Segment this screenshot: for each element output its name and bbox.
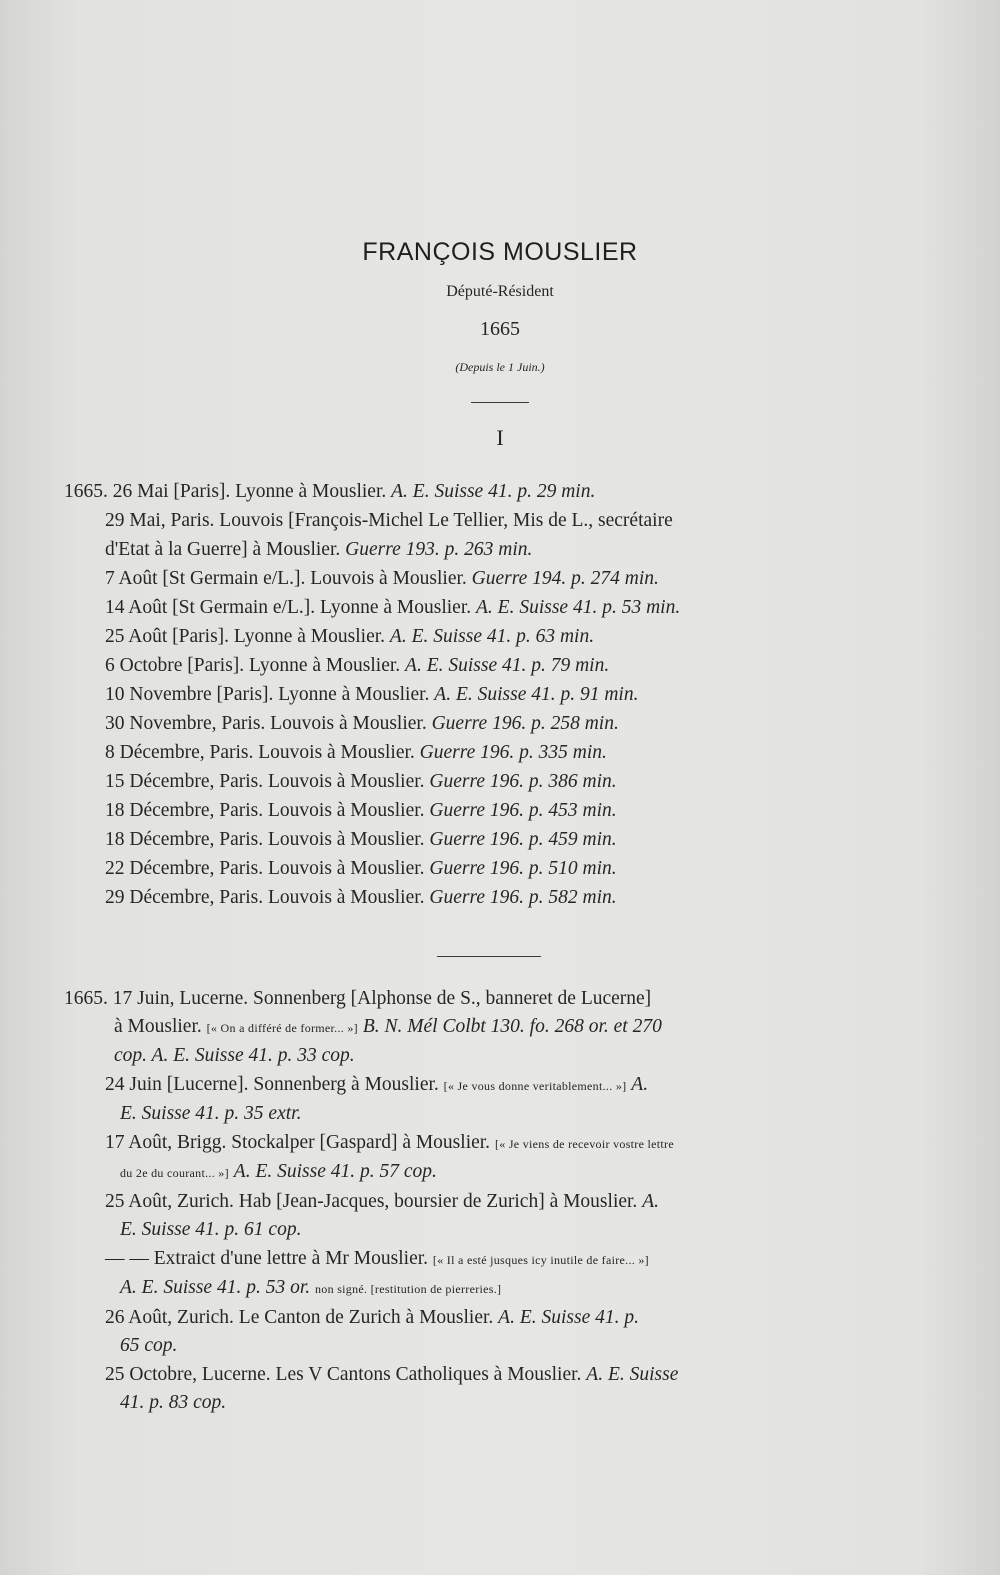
list-item: 7 Août [St Germain e/L.]. Louvois à Mouslier. Guerre 194. p. 274 min. <box>105 568 659 589</box>
since-note: (Depuis le 1 Juin.) <box>455 360 545 374</box>
list-item: 1665. 17 Juin, Lucerne. Sonnenberg [Alphonse de S., banneret de Lucerne] à Mouslier. [« On a différé de former... »] B. N. Mél Colbt 130. fo. 268 or. et 270 cop. A. E. Suisse 41. p. 33 cop. <box>64 988 662 1066</box>
heading-rule <box>471 402 529 403</box>
section-rule <box>437 956 541 957</box>
list-item: 25 Août [Paris]. Lyonne à Mouslier. A. E. Suisse 41. p. 63 min. <box>105 626 595 647</box>
year-heading: 1665 <box>480 318 520 340</box>
list-item: 18 Décembre, Paris. Louvois à Mouslier. Guerre 196. p. 453 min. <box>105 800 617 821</box>
list-item: 30 Novembre, Paris. Louvois à Mouslier. Guerre 196. p. 258 min. <box>105 713 619 734</box>
section-numeral: I <box>496 425 504 450</box>
letters-list-2 <box>64 985 902 1418</box>
list-item: 14 Août [St Germain e/L.]. Lyonne à Mouslier. A. E. Suisse 41. p. 53 min. <box>105 597 681 618</box>
list-item: 29 Mai, Paris. Louvois [François-Michel Le Tellier, Mis de L., secrétaire d'Etat à la Guerre] à Mouslier. Guerre 193. p. 263 min. <box>105 510 673 560</box>
list-item: 8 Décembre, Paris. Louvois à Mouslier. Guerre 196. p. 335 min. <box>105 742 607 763</box>
list-item: 22 Décembre, Paris. Louvois à Mouslier. Guerre 196. p. 510 min. <box>105 858 617 879</box>
list-item: 18 Décembre, Paris. Louvois à Mouslier. Guerre 196. p. 459 min. <box>105 829 617 850</box>
list-item: 6 Octobre [Paris]. Lyonne à Mouslier. A. E. Suisse 41. p. 79 min. <box>105 655 610 676</box>
letters-list-1 <box>64 477 902 912</box>
list-item: 26 Août, Zurich. Le Canton de Zurich à Mouslier. A. E. Suisse 41. p. 65 cop. <box>105 1307 639 1356</box>
list-item: 15 Décembre, Paris. Louvois à Mouslier. Guerre 196. p. 386 min. <box>105 771 617 792</box>
list-item: 25 Octobre, Lucerne. Les V Cantons Catholiques à Mouslier. A. E. Suisse 41. p. 83 cop. <box>105 1364 679 1413</box>
page-title: FRANÇOIS MOUSLIER <box>362 238 638 266</box>
list-item: 1665. 26 Mai [Paris]. Lyonne à Mouslier. A. E. Suisse 41. p. 29 min. <box>64 481 596 502</box>
list-item: — — Extraict d'une lettre à Mr Mouslier. [« Il a esté jusques icy inutile de faire... »] A. E. Suisse 41. p. 53 or. non signé. [restitution de pierreries.] <box>105 1248 649 1298</box>
list-item: 24 Juin [Lucerne]. Sonnenberg à Mouslier. [« Je vous donne veritablement... »] A. E. Suisse 41. p. 35 extr. <box>105 1074 649 1124</box>
page-subtitle: Député-Résident <box>446 283 554 300</box>
list-item: 25 Août, Zurich. Hab [Jean-Jacques, boursier de Zurich] à Mouslier. A. E. Suisse 41. p. 61 cop. <box>105 1191 659 1240</box>
list-item: 17 Août, Brigg. Stockalper [Gaspard] à Mouslier. [« Je viens de recevoir vostre lettre du 2e du courant... »] A. E. Suisse 41. p. 57 cop. <box>105 1132 674 1182</box>
list-item: 10 Novembre [Paris]. Lyonne à Mouslier. A. E. Suisse 41. p. 91 min. <box>105 684 639 705</box>
list-item: 29 Décembre, Paris. Louvois à Mouslier. Guerre 196. p. 582 min. <box>105 887 617 908</box>
